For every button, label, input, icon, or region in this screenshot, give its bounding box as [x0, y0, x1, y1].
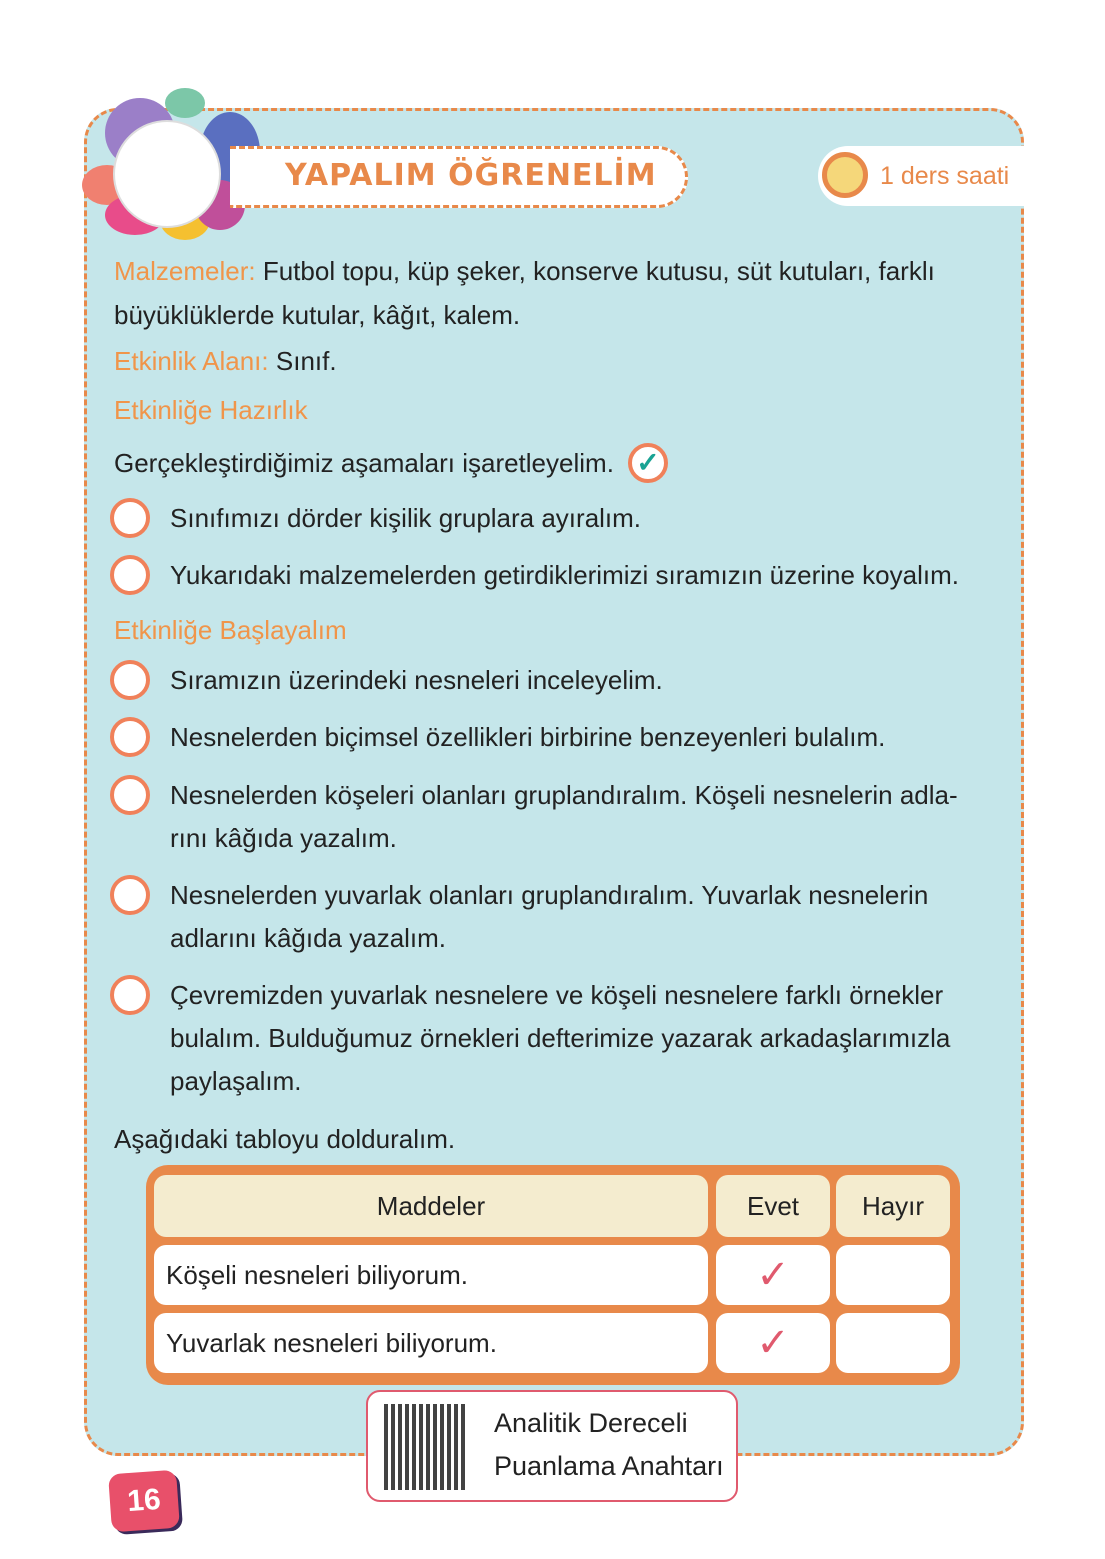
qr-line-1: Analitik Dereceli	[494, 1408, 688, 1438]
self-assessment-table	[146, 1165, 960, 1385]
item-text: bulalım. Bulduğumuz örnekleri defterimize yazarak arkadaşlarımızla	[170, 1023, 951, 1053]
item-text: Sınıfımızı dörder kişilik gruplara ayıralım.	[170, 503, 642, 533]
alarm-clock-icon	[822, 152, 868, 198]
checkbox-circle[interactable]	[110, 498, 150, 538]
start-heading: Etkinliğe Başlayalım	[114, 615, 347, 645]
checkbox-circle[interactable]	[110, 660, 150, 700]
item-text: Nesnelerden yuvarlak olanları gruplandıralım. Yuvarlak nesnelerin	[170, 880, 929, 910]
prep-heading: Etkinliğe Hazırlık	[114, 395, 308, 425]
row-text: Köşeli nesneleri biliyorum.	[154, 1245, 708, 1305]
prep-instruction	[114, 440, 668, 484]
header-evet: Evet	[716, 1175, 830, 1237]
item-text: Nesnelerden biçimsel özellikleri birbirine benzeyenleri bulalım.	[170, 722, 886, 752]
hayir-cell[interactable]	[836, 1313, 950, 1373]
page-title: YAPALIM ÖĞRENELİM	[285, 158, 657, 193]
checkbox-circle[interactable]	[110, 717, 150, 757]
qr-line-2: Puanlama Anahtarı	[494, 1451, 724, 1481]
qr-card[interactable]	[366, 1390, 738, 1502]
item-text: Sıramızın üzerindeki nesneleri inceleyelim.	[170, 665, 663, 695]
item-text: paylaşalım.	[170, 1066, 302, 1096]
evet-checkmark-icon[interactable]: ✓	[716, 1313, 830, 1373]
item-text: Çevremizden yuvarlak nesnelere ve köşeli nesnelere farklı örnekler	[170, 980, 944, 1010]
instruction-text: Gerçekleştirdiğimiz aşamaları işaretleyelim.	[114, 448, 614, 479]
checkbox-circle[interactable]	[110, 775, 150, 815]
page-number: 16	[108, 1470, 180, 1533]
checkbox-circle[interactable]	[110, 555, 150, 595]
header-hayir: Hayır	[836, 1175, 950, 1237]
item-text: Nesnelerden köşeleri olanları gruplandıralım. Köşeli nesnelerin adla-	[170, 780, 958, 810]
qr-code-icon[interactable]	[384, 1404, 468, 1490]
table-intro: Aşağıdaki tabloyu dolduralım.	[114, 1124, 456, 1154]
materials-line-2: büyüklüklerde kutular, kâğıt, kalem.	[114, 300, 521, 330]
activity-area	[114, 344, 337, 378]
evet-checkmark-icon[interactable]: ✓	[716, 1245, 830, 1305]
item-text: rını kâğıda yazalım.	[170, 823, 397, 853]
teamwork-hands-icon	[113, 120, 221, 228]
checkbox-circle[interactable]	[110, 875, 150, 915]
item-text: adlarını kâğıda yazalım.	[170, 923, 447, 953]
duration-label: 1 ders saati	[880, 162, 1010, 190]
materials-text: Futbol topu, küp şeker, konserve kutusu, süt kutuları, farklı	[262, 256, 935, 286]
item-text: Yukarıdaki malzemelerden getirdiklerimizi sıramızın üzerine koyalım.	[170, 560, 959, 590]
materials-line-1	[114, 254, 935, 288]
materials-label: Malzemeler:	[114, 256, 256, 286]
hayir-cell[interactable]	[836, 1245, 950, 1305]
area-label: Etkinlik Alanı:	[114, 346, 269, 376]
header-maddeler: Maddeler	[154, 1175, 708, 1237]
checkbox-circle[interactable]	[110, 975, 150, 1015]
checkmark-icon: ✓	[628, 443, 668, 483]
row-text: Yuvarlak nesneleri biliyorum.	[154, 1313, 708, 1373]
area-value: Sınıf.	[275, 346, 337, 376]
